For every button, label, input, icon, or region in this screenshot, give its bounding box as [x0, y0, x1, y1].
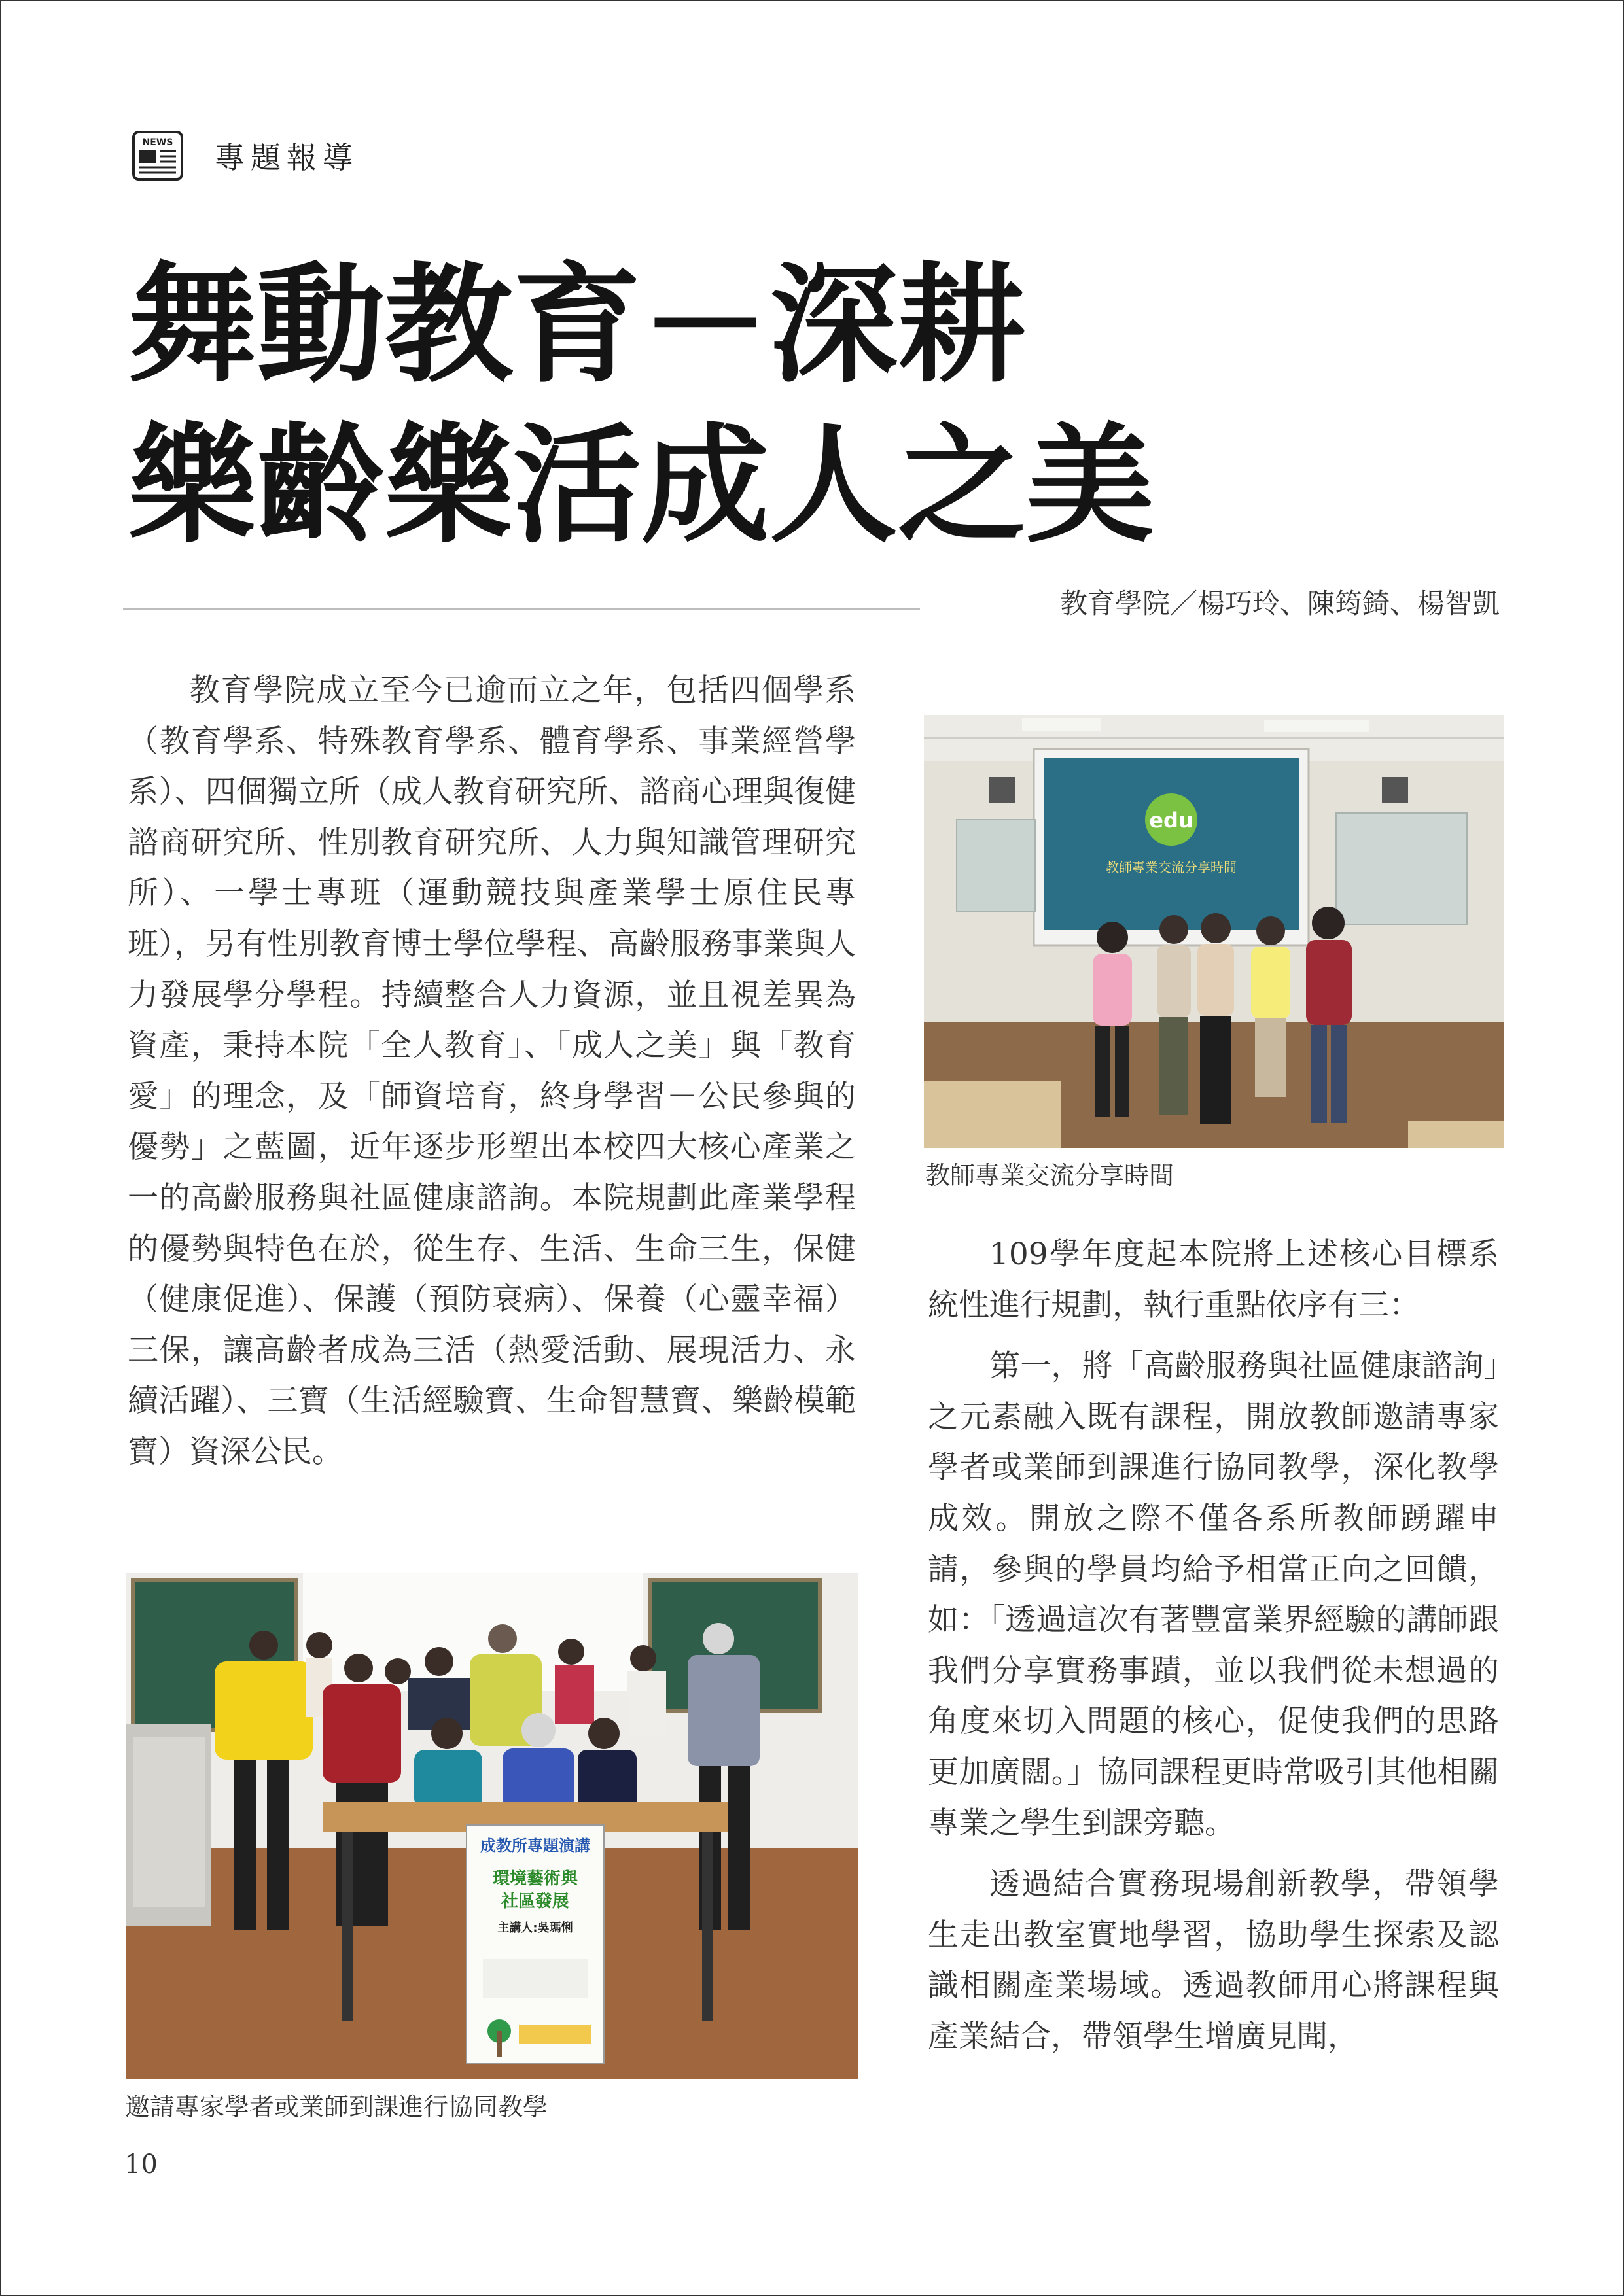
section-label: 專題報導 — [215, 140, 359, 175]
title-line-1: 舞動教育－深耕 — [128, 250, 1027, 400]
banner-topic-2: 社區發展 — [501, 1892, 570, 1911]
left-photo-caption: 邀請專家學者或業師到課進行協同教學 — [125, 2093, 548, 2121]
newspaper-icon — [131, 130, 185, 182]
co-teaching-photo — [126, 1573, 858, 2079]
section-header — [131, 130, 359, 182]
newspaper-icon-text: NEWS — [142, 137, 173, 148]
author-byline: 教育學院／楊巧玲、陳筠錡、楊智凱 — [1059, 587, 1500, 619]
article-title — [128, 245, 1241, 566]
intro-paragraph: 教育學院成立至今已逾而立之年，包括四個學系（教育學系、特殊教育學系、體育學系、事業經營學系）、四個獨立所（成人教育研究所、諮商心理與復健諮商研究所、性別教育研究所、人力與知識管理研究所）、一學士專班（運動競技與產業學士原住民專班），另有性別教育博士學位學程、高齡服務事業與人力發展學分學程。持續整合人力資源，並且視差異為資產，秉持本院「全人教育」、「成人之美」與「教育愛」的理念，及「師資培育，終身學習－公民參與的優勢」之藍圖，近年逐步形塑出本校四大核心產業之一的高齡服務與社區健康諮詢。本院規劃此產業學程的優勢與特色在於，從生存、生活、生命三生，保健（健康促進）、保護（預防衰病）、保養（心靈幸福）三保，讓高齡者成為三活（熱愛活動、展現活力、永續活躍）、三寶（生活經驗寶、生命智慧寶、樂齡模範寶）資深公民。 — [128, 672, 856, 1470]
faculty-sharing-photo — [924, 715, 1504, 1148]
banner-topic-1: 環境藝術與 — [492, 1869, 578, 1888]
practice-paragraph: 透過結合實務現場創新教學，帶領學生走出教室實地學習，協助學生探索及認識相關產業場域。透過教師用心將課程與產業結合，帶領學生增廣見聞， — [928, 1866, 1499, 2055]
title-divider — [123, 608, 920, 610]
banner-title: 成教所專題演講 — [480, 1837, 590, 1855]
screen-title: 教師專業交流分享時間 — [1106, 860, 1237, 875]
banner-speaker: 主講人:吳瑪悧 — [497, 1921, 573, 1935]
screen-logo: edu — [1149, 808, 1193, 833]
right-column — [928, 1229, 1499, 2062]
page-number: 10 — [124, 2149, 158, 2180]
plan-paragraph: 109學年度起本院將上述核心目標系統性進行規劃，執行重點依序有三： — [928, 1236, 1499, 1323]
first-point-paragraph: 第一，將「高齡服務與社區健康諮詢」之元素融入既有課程，開放教師邀請專家學者或業師到課進行協同教學，深化教學成效。開放之際不僅各系所教師踴躍申請，參與的學員均給予相當正向之回饋，如：「透過這次有著豐富業界經驗的講師跟我們分享實務事蹟，並以我們從未想過的角度來切入問題的核心，促使我們的思路更加廣闊。」協同課程更時常吸引其他相關專業之學生到課旁聽。 — [928, 1348, 1499, 1841]
left-column — [128, 665, 856, 1478]
title-line-2: 樂齡樂活成人之美 — [128, 410, 1155, 561]
right-photo-caption: 教師專業交流分享時間 — [925, 1161, 1174, 1190]
